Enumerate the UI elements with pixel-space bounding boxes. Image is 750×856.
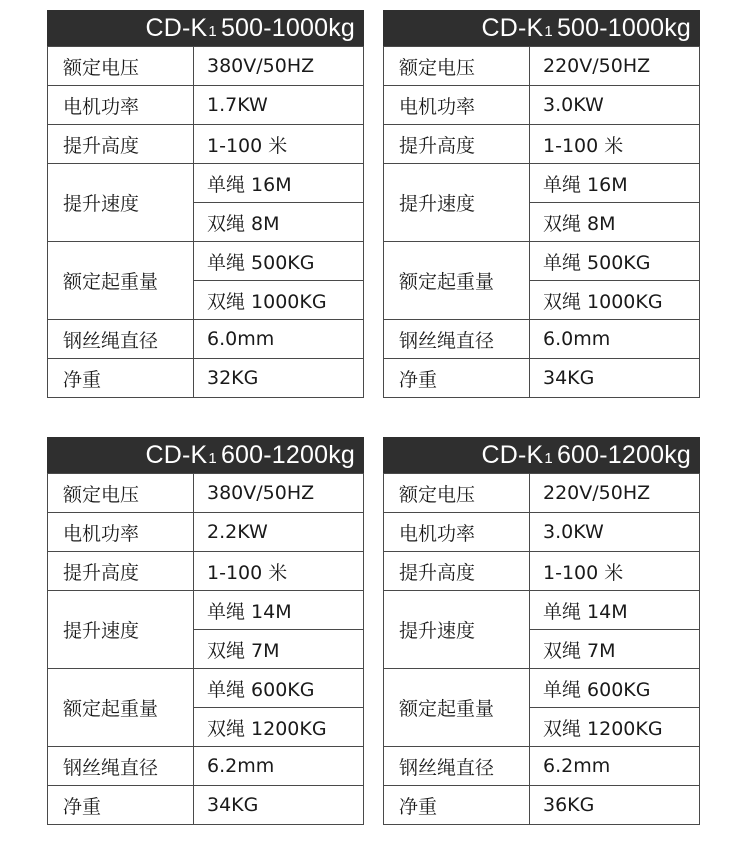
model-subscript: 1 bbox=[208, 449, 217, 467]
net-weight-label: 净重 bbox=[48, 359, 194, 398]
capacity-range: 600-1200kg bbox=[220, 440, 355, 469]
speed-single-value: 单绳 16M bbox=[194, 164, 364, 203]
row-weight bbox=[384, 786, 700, 825]
power-value: 2.2KW bbox=[194, 513, 364, 552]
model-subscript: 1 bbox=[544, 449, 553, 467]
net-weight-value: 34KG bbox=[194, 786, 364, 825]
row-height bbox=[48, 125, 364, 164]
spec-card-cdk1-500-1000-380v bbox=[47, 10, 364, 398]
load-double-value: 双绳 1200KG bbox=[194, 708, 364, 747]
load-double-value: 双绳 1000KG bbox=[530, 281, 700, 320]
net-weight-label: 净重 bbox=[384, 359, 530, 398]
spec-card-cdk1-600-1200-220v bbox=[383, 437, 700, 825]
lift-height-value: 1-100 米 bbox=[530, 552, 700, 591]
card-header bbox=[383, 10, 700, 46]
row-load-single bbox=[384, 242, 700, 281]
lift-height-label: 提升高度 bbox=[48, 125, 194, 164]
spec-table bbox=[383, 473, 700, 825]
voltage-label: 额定电压 bbox=[48, 474, 194, 513]
row-load-single bbox=[48, 669, 364, 708]
rated-load-label: 额定起重量 bbox=[48, 242, 194, 320]
capacity-range: 600-1200kg bbox=[556, 440, 691, 469]
rated-load-label: 额定起重量 bbox=[384, 242, 530, 320]
power-label: 电机功率 bbox=[48, 86, 194, 125]
power-label: 电机功率 bbox=[48, 513, 194, 552]
spec-card-cdk1-600-1200-380v bbox=[47, 437, 364, 825]
card-header bbox=[47, 437, 364, 473]
load-double-value: 双绳 1000KG bbox=[194, 281, 364, 320]
power-value: 3.0KW bbox=[530, 513, 700, 552]
power-value: 1.7KW bbox=[194, 86, 364, 125]
lift-height-label: 提升高度 bbox=[48, 552, 194, 591]
net-weight-value: 32KG bbox=[194, 359, 364, 398]
row-height bbox=[48, 552, 364, 591]
power-label: 电机功率 bbox=[384, 513, 530, 552]
row-power bbox=[384, 513, 700, 552]
voltage-value: 380V/50HZ bbox=[194, 47, 364, 86]
row-rope bbox=[48, 747, 364, 786]
voltage-label: 额定电压 bbox=[48, 47, 194, 86]
rope-diameter-label: 钢丝绳直径 bbox=[48, 747, 194, 786]
lift-height-value: 1-100 米 bbox=[194, 125, 364, 164]
card-header bbox=[47, 10, 364, 46]
power-label: 电机功率 bbox=[384, 86, 530, 125]
net-weight-label: 净重 bbox=[384, 786, 530, 825]
row-load-single bbox=[48, 242, 364, 281]
net-weight-label: 净重 bbox=[48, 786, 194, 825]
row-voltage bbox=[48, 474, 364, 513]
row-rope bbox=[48, 320, 364, 359]
row-speed-single bbox=[48, 591, 364, 630]
row-voltage bbox=[384, 474, 700, 513]
voltage-value: 220V/50HZ bbox=[530, 474, 700, 513]
row-load-single bbox=[384, 669, 700, 708]
rope-diameter-label: 钢丝绳直径 bbox=[48, 320, 194, 359]
voltage-label: 额定电压 bbox=[384, 474, 530, 513]
row-weight bbox=[48, 359, 364, 398]
lift-speed-label: 提升速度 bbox=[384, 591, 530, 669]
model-name: CD-K bbox=[481, 13, 544, 42]
row-weight bbox=[48, 786, 364, 825]
row-voltage bbox=[384, 47, 700, 86]
lift-height-label: 提升高度 bbox=[384, 125, 530, 164]
row-voltage bbox=[48, 47, 364, 86]
row-rope bbox=[384, 320, 700, 359]
load-double-value: 双绳 1200KG bbox=[530, 708, 700, 747]
speed-double-value: 双绳 8M bbox=[194, 203, 364, 242]
rope-diameter-value: 6.0mm bbox=[194, 320, 364, 359]
speed-single-value: 单绳 14M bbox=[194, 591, 364, 630]
net-weight-value: 36KG bbox=[530, 786, 700, 825]
capacity-range: 500-1000kg bbox=[556, 13, 691, 42]
rope-diameter-value: 6.2mm bbox=[530, 747, 700, 786]
rope-diameter-label: 钢丝绳直径 bbox=[384, 747, 530, 786]
speed-single-value: 单绳 14M bbox=[530, 591, 700, 630]
card-header bbox=[383, 437, 700, 473]
model-subscript: 1 bbox=[544, 22, 553, 40]
speed-double-value: 双绳 7M bbox=[530, 630, 700, 669]
row-speed-single bbox=[384, 591, 700, 630]
row-height bbox=[384, 552, 700, 591]
rated-load-label: 额定起重量 bbox=[48, 669, 194, 747]
model-subscript: 1 bbox=[208, 22, 217, 40]
voltage-label: 额定电压 bbox=[384, 47, 530, 86]
row-weight bbox=[384, 359, 700, 398]
model-name: CD-K bbox=[145, 13, 208, 42]
speed-double-value: 双绳 8M bbox=[530, 203, 700, 242]
capacity-range: 500-1000kg bbox=[220, 13, 355, 42]
row-height bbox=[384, 125, 700, 164]
row-speed-single bbox=[384, 164, 700, 203]
load-single-value: 单绳 600KG bbox=[530, 669, 700, 708]
voltage-value: 220V/50HZ bbox=[530, 47, 700, 86]
voltage-value: 380V/50HZ bbox=[194, 474, 364, 513]
spec-table bbox=[383, 46, 700, 398]
row-power bbox=[48, 86, 364, 125]
lift-height-value: 1-100 米 bbox=[530, 125, 700, 164]
lift-speed-label: 提升速度 bbox=[384, 164, 530, 242]
spec-table bbox=[47, 46, 364, 398]
row-speed-single bbox=[48, 164, 364, 203]
lift-height-label: 提升高度 bbox=[384, 552, 530, 591]
load-single-value: 单绳 600KG bbox=[194, 669, 364, 708]
load-single-value: 单绳 500KG bbox=[530, 242, 700, 281]
rope-diameter-label: 钢丝绳直径 bbox=[384, 320, 530, 359]
speed-double-value: 双绳 7M bbox=[194, 630, 364, 669]
lift-speed-label: 提升速度 bbox=[48, 164, 194, 242]
row-power bbox=[384, 86, 700, 125]
spec-table bbox=[47, 473, 364, 825]
rated-load-label: 额定起重量 bbox=[384, 669, 530, 747]
speed-single-value: 单绳 16M bbox=[530, 164, 700, 203]
row-rope bbox=[384, 747, 700, 786]
net-weight-value: 34KG bbox=[530, 359, 700, 398]
spec-card-cdk1-500-1000-220v bbox=[383, 10, 700, 398]
load-single-value: 单绳 500KG bbox=[194, 242, 364, 281]
lift-speed-label: 提升速度 bbox=[48, 591, 194, 669]
row-power bbox=[48, 513, 364, 552]
rope-diameter-value: 6.0mm bbox=[530, 320, 700, 359]
power-value: 3.0KW bbox=[530, 86, 700, 125]
model-name: CD-K bbox=[145, 440, 208, 469]
rope-diameter-value: 6.2mm bbox=[194, 747, 364, 786]
model-name: CD-K bbox=[481, 440, 544, 469]
lift-height-value: 1-100 米 bbox=[194, 552, 364, 591]
